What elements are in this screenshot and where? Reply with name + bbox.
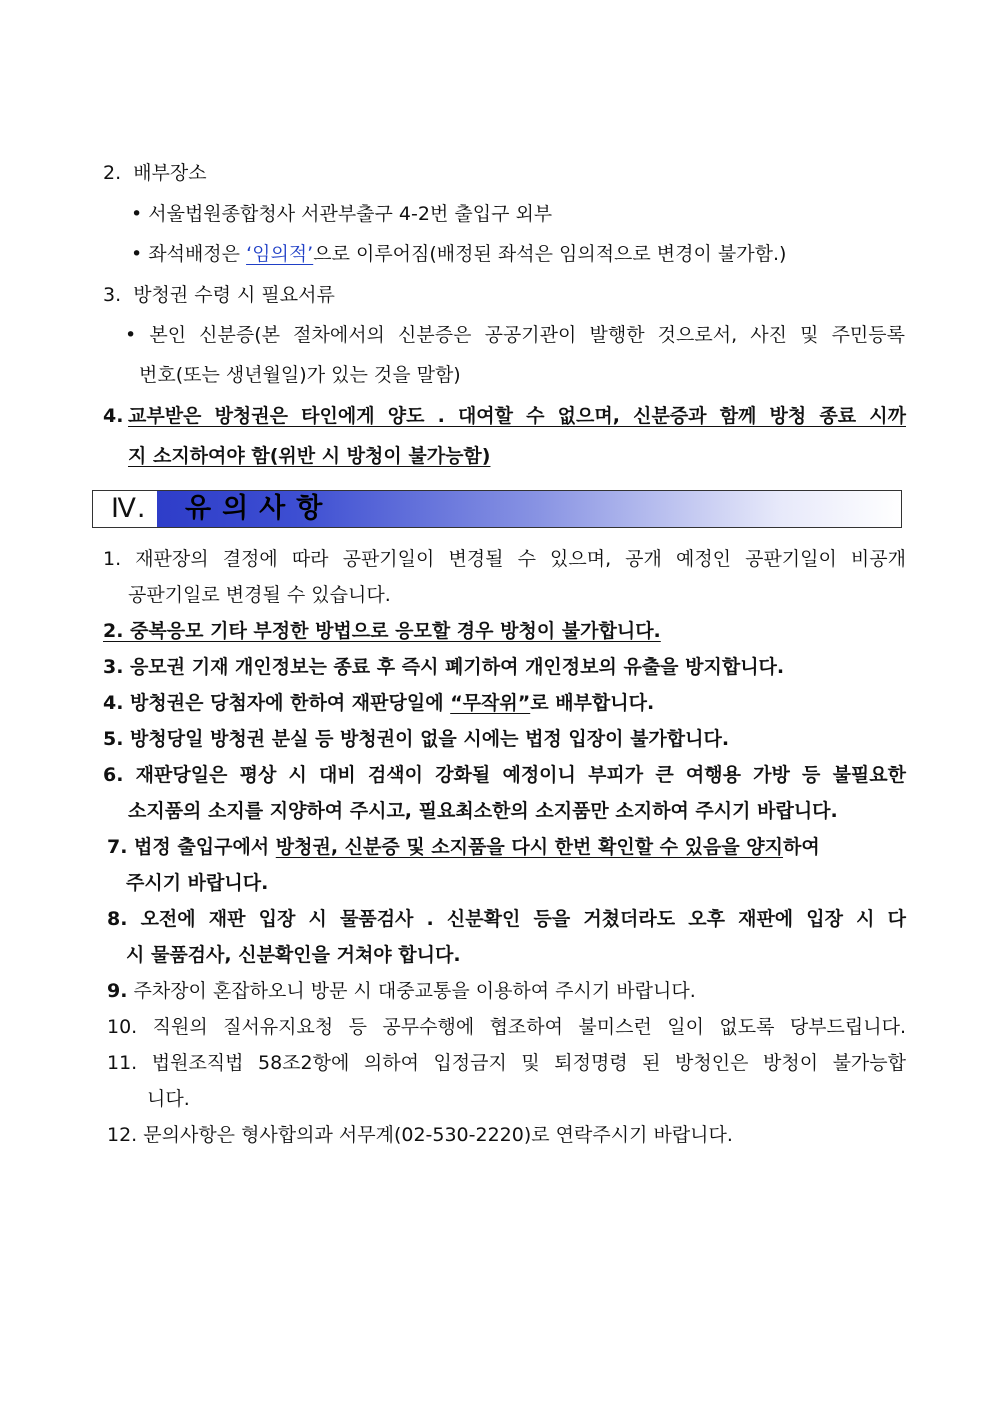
random-seating-highlight: ‘임의적’ <box>246 243 314 265</box>
note-7-highlight: 방청권, 신분증 및 소지품을 다시 한번 확인할 수 있음을 양지 <box>275 836 784 858</box>
section-2-title: 배부장소 <box>133 162 207 184</box>
note-11-line-1: 11. 법원조직법 58조2항에 의하여 입정금지 및 퇴정명령 된 방청인은 방청이 불가능합 <box>107 1052 906 1074</box>
section-header-bar <box>92 490 902 528</box>
section-4-line-2: 지 소지하여야 함(위반 시 방청이 불가능함) <box>128 445 491 467</box>
section-3-bullet-line-1: • 본인 신분증(본 절차에서의 신분증은 공공기관이 발행한 것으로서, 사진 및 주민등록 <box>125 324 905 346</box>
note-7-suffix: 하여 <box>783 836 820 858</box>
section-2-bullet-2 <box>131 242 786 266</box>
section-header-title: 유의사항 <box>185 493 334 524</box>
note-4 <box>103 691 654 715</box>
section-3-number: 3. <box>103 284 122 306</box>
note-9-number: 9. <box>107 980 128 1002</box>
section-2-bullet-2-prefix: • 좌석배정은 <box>131 243 247 265</box>
note-1-line-1: 1. 재판장의 결정에 따라 공판기일이 변경될 수 있으며, 공개 예정인 공판기일이 비공개 <box>103 548 906 570</box>
section-2-number: 2. <box>103 162 122 184</box>
section-header-number: Ⅳ. <box>93 491 157 527</box>
section-3-bullet-line-2: 번호(또는 생년월일)가 있는 것을 말함) <box>139 364 461 386</box>
note-7-line-2: 주시기 바랍니다. <box>126 872 269 894</box>
note-10: 10. 직원의 질서유지요청 등 공무수행에 협조하여 불미스런 일이 없도록 당부드립니다. <box>107 1016 906 1038</box>
note-9 <box>107 979 696 1003</box>
note-7-prefix: 7. 법정 출입구에서 <box>107 836 276 858</box>
note-3: 3. 응모권 기재 개인정보는 종료 후 즉시 폐기하여 개인정보의 유출을 방지합니다. <box>103 656 785 678</box>
section-4-number: 4. <box>103 405 124 427</box>
note-4-prefix: 4. 방청권은 당첨자에 한하여 재판당일에 <box>103 692 451 714</box>
note-1-line-2: 공판기일로 변경될 수 있습니다. <box>128 584 391 606</box>
note-6-line-2: 소지품의 소지를 지양하여 주시고, 필요최소한의 소지품만 소지하여 주시기 바랍니다. <box>128 800 838 822</box>
note-8-line-1: 8. 오전에 재판 입장 시 물품검사 . 신분확인 등을 거쳤더라도 오후 재판에 입장 시 다 <box>107 908 906 930</box>
note-6-line-1: 6. 재판당일은 평상 시 대비 검색이 강화될 예정이니 부피가 큰 여행용 가방 등 불필요한 <box>103 764 906 786</box>
section-3-heading <box>103 283 335 307</box>
section-2-heading <box>103 161 207 185</box>
note-9-text: 주차장이 혼잡하오니 방문 시 대중교통을 이용하여 주시기 바랍니다. <box>133 980 696 1002</box>
section-3-title: 방청권 수령 시 필요서류 <box>133 284 335 306</box>
note-12: 12. 문의사항은 형사합의과 서무계(02-530-2220)로 연락주시기 바랍니다. <box>107 1124 733 1146</box>
note-5: 5. 방청당일 방청권 분실 등 방청권이 없을 시에는 법정 입장이 불가합니다. <box>103 728 730 750</box>
section-4-line-1: 교부받은 방청권은 타인에게 양도 . 대여할 수 없으며, 신분증과 함께 방청 종료 시까 <box>128 405 906 427</box>
note-4-random-highlight: “무작위” <box>450 692 531 714</box>
note-4-suffix: 로 배부합니다. <box>530 692 655 714</box>
section-2-bullet-1: • 서울법원종합청사 서관부출구 4-2번 출입구 외부 <box>131 203 553 225</box>
note-2: 2. 중복응모 기타 부정한 방법으로 응모할 경우 방청이 불가합니다. <box>103 620 661 642</box>
note-7-line-1 <box>107 835 820 859</box>
note-11-line-2: 니다. <box>147 1088 190 1110</box>
section-2-bullet-2-suffix: 으로 이루어짐(배정된 좌석은 임의적으로 변경이 불가함.) <box>313 243 787 265</box>
note-8-line-2: 시 물품검사, 신분확인을 거쳐야 합니다. <box>126 944 461 966</box>
